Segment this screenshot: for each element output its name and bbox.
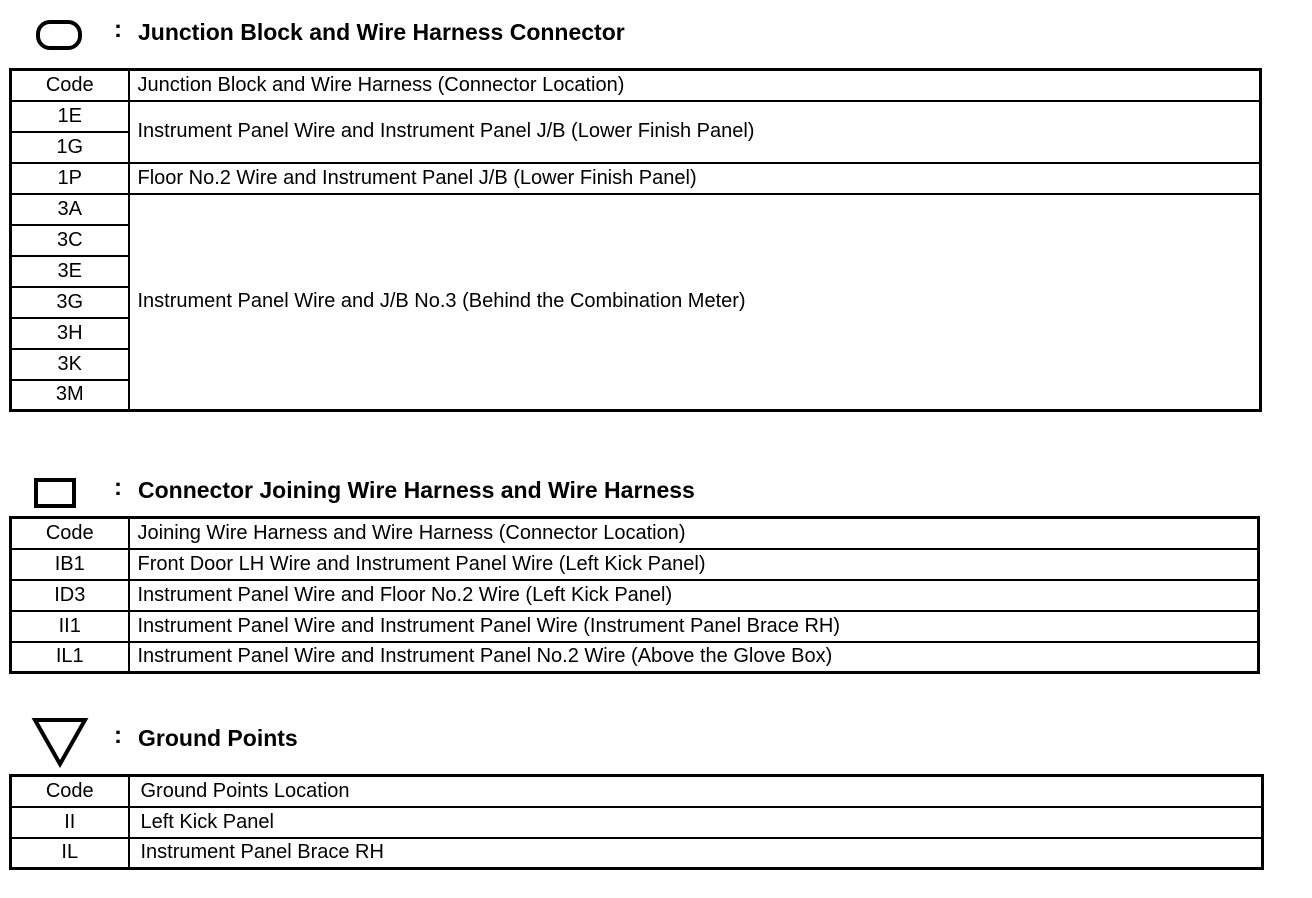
rounded-rectangle-icon bbox=[36, 20, 84, 52]
table-header-row bbox=[11, 70, 1261, 101]
code-cell: 3K bbox=[11, 349, 129, 380]
table-header-row bbox=[11, 518, 1259, 549]
table-row bbox=[11, 549, 1259, 580]
code-cell: II1 bbox=[11, 611, 129, 642]
description-cell: Instrument Panel Brace RH bbox=[129, 838, 1263, 869]
description-cell: Front Door LH Wire and Instrument Panel Wire (Left Kick Panel) bbox=[129, 549, 1259, 580]
section-colon: : bbox=[114, 474, 122, 501]
code-cell: II bbox=[11, 807, 129, 838]
table-row bbox=[11, 580, 1259, 611]
code-cell: 3E bbox=[11, 256, 129, 287]
table-row bbox=[11, 642, 1259, 673]
table-header-row bbox=[11, 776, 1263, 807]
table-row bbox=[11, 101, 1261, 132]
code-cell: 3A bbox=[11, 194, 129, 225]
code-cell: ID3 bbox=[11, 580, 129, 611]
rectangle-icon bbox=[34, 478, 78, 510]
description-header: Junction Block and Wire Harness (Connector Location) bbox=[129, 70, 1261, 101]
section-colon: : bbox=[114, 722, 122, 749]
description-cell: Instrument Panel Wire and Instrument Panel No.2 Wire (Above the Glove Box) bbox=[129, 642, 1259, 673]
table-row bbox=[11, 163, 1261, 194]
connector-table bbox=[9, 516, 1260, 674]
description-header: Ground Points Location bbox=[129, 776, 1263, 807]
section-title: Ground Points bbox=[138, 725, 298, 751]
description-cell: Instrument Panel Wire and J/B No.3 (Behind the Combination Meter) bbox=[129, 194, 1261, 411]
description-cell: Floor No.2 Wire and Instrument Panel J/B (Lower Finish Panel) bbox=[129, 163, 1261, 194]
section-connector-header bbox=[0, 468, 800, 508]
code-cell: 3G bbox=[11, 287, 129, 318]
code-cell: 1E bbox=[11, 101, 129, 132]
code-header: Code bbox=[11, 70, 129, 101]
section-ground-points-header bbox=[0, 714, 500, 770]
description-cell: Instrument Panel Wire and Floor No.2 Wire (Left Kick Panel) bbox=[129, 580, 1259, 611]
code-cell: IB1 bbox=[11, 549, 129, 580]
table-row bbox=[11, 807, 1263, 838]
inverted-triangle-icon bbox=[30, 716, 90, 768]
code-cell: IL bbox=[11, 838, 129, 869]
section-title: Connector Joining Wire Harness and Wire Harness bbox=[138, 477, 695, 503]
description-header: Joining Wire Harness and Wire Harness (Connector Location) bbox=[129, 518, 1259, 549]
code-cell: 1G bbox=[11, 132, 129, 163]
table-row bbox=[11, 611, 1259, 642]
section-colon: : bbox=[114, 16, 122, 43]
section-junction-block-header bbox=[0, 12, 700, 52]
table-row bbox=[11, 838, 1263, 869]
code-cell: 3M bbox=[11, 380, 129, 411]
code-cell: IL1 bbox=[11, 642, 129, 673]
code-header: Code bbox=[11, 776, 129, 807]
code-header: Code bbox=[11, 518, 129, 549]
code-cell: 1P bbox=[11, 163, 129, 194]
junction-block-table bbox=[9, 68, 1262, 412]
table-row bbox=[11, 194, 1261, 225]
description-cell: Instrument Panel Wire and Instrument Panel J/B (Lower Finish Panel) bbox=[129, 101, 1261, 163]
ground-points-table bbox=[9, 774, 1264, 870]
code-cell: 3C bbox=[11, 225, 129, 256]
description-cell: Instrument Panel Wire and Instrument Panel Wire (Instrument Panel Brace RH) bbox=[129, 611, 1259, 642]
description-cell: Left Kick Panel bbox=[129, 807, 1263, 838]
code-cell: 3H bbox=[11, 318, 129, 349]
section-title: Junction Block and Wire Harness Connector bbox=[138, 19, 625, 45]
